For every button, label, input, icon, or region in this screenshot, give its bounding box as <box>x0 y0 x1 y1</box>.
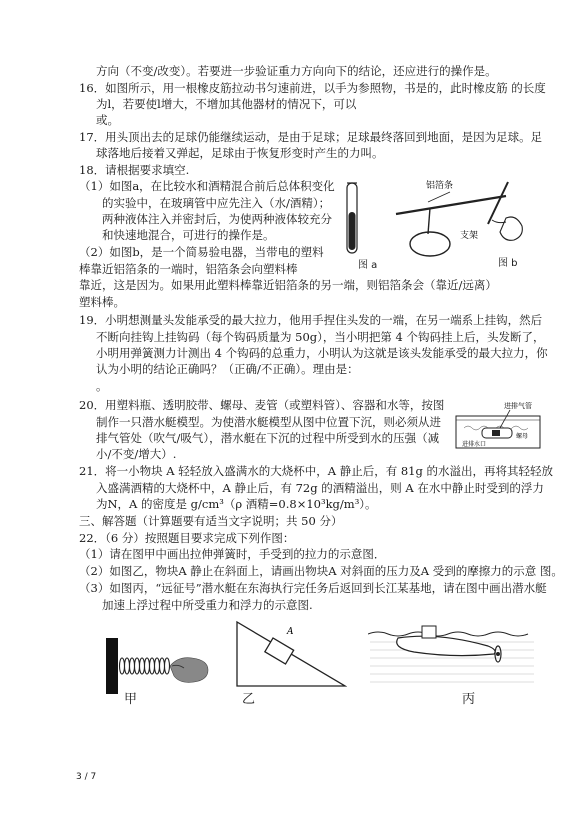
text-line: 三、解答题（计算题要有适当文字说明；共 50 分） <box>79 514 343 528</box>
text-line: （2）如图b，是一个简易验电器，当带电的塑料 <box>79 245 324 259</box>
text-line: （1）请在图甲中画出拉伸弹簧时，手受到的拉力的示意图． <box>79 547 386 561</box>
text-line: 19．小明想测量头发能承受的最大拉力，他用手捏住头发的一端，在另一端系上挂钩，然后 <box>79 313 543 327</box>
caption-bing: 丙 <box>462 692 476 707</box>
text-line: 18．请根据要求填空. <box>79 163 190 177</box>
text-line: 球落地后接着又弹起，足球由于恢复形变时产生的力叫。 <box>96 146 384 160</box>
submarine-model-figure <box>452 398 544 450</box>
text-line: 认为小明的结论正确吗？（正确/不正确）。理由是： <box>96 362 359 376</box>
block-a-label: A <box>287 627 294 637</box>
text-line: （1）如图a，在比较水和酒精混合前后总体积变化 <box>79 179 335 193</box>
text-line: 或。 <box>96 113 119 127</box>
text-line: 小/不变/增大）. <box>96 447 177 461</box>
text-line: 加速上浮过程中所受重力和浮力的示意图. <box>102 598 313 612</box>
text-line: 不断向挂钩上挂钩码（每个钩码质量为 50g），当小明把第 4 个钩码挂上后，头发断了， <box>96 330 545 344</box>
text-line: 16．如图所示，用一根橡皮筋拉动书匀速前进，以手为参照物，书是的，此时橡皮筋 的长度 <box>79 81 546 95</box>
text-line: 入盛满酒精的大烧杯中，A 静止后，有 72g 的酒精溢出，则 A 在水中静止时受到的浮力 <box>96 481 544 495</box>
text-line: （2）如图乙，物块A 静止在斜面上，请画出物块A 对斜面的压力及A 受到的摩擦力的示意 图。 <box>79 564 563 578</box>
figure-bing-submarine <box>368 618 536 690</box>
caption-jia: 甲 <box>124 692 138 707</box>
text-line: 小明用弹簧测力计测出 4 个钩码的总重力，小明认为这就是该头发能承受的最大拉力，你 <box>96 346 548 360</box>
text-line: 塑料棒。 <box>79 295 125 309</box>
nut-label: 螺母 <box>516 433 529 440</box>
figure-jia-spring <box>96 632 216 694</box>
figure-b-label: 图 b <box>498 258 518 269</box>
page-number: 3 / 7 <box>76 772 97 782</box>
text-line: （3）如图丙，“远征号”潜水艇在东海执行完任务后返回到长江某基地，请在图中画出潜水艇 <box>79 581 547 595</box>
foil-strip-label: 铝箔条 <box>426 181 454 191</box>
text-line: 。 <box>96 379 108 393</box>
text-line: 为l，若要使l增大，不增加其他器材的情况下，可以 <box>96 97 357 111</box>
text-line: 21．将一小物块 A 轻轻放入盛满水的大烧杯中，A 静止后，有 81g 的水溢出，再将其轻轻放 <box>79 464 554 478</box>
text-line: 17．用头顶出去的足球仍能继续运动，是由于足球；足球最终落回到地面，是因为足球。足 <box>79 130 543 144</box>
text-line: 为N，A 的密度是 g/cm³（ρ 酒精=0.8×10³kg/m³）。 <box>96 497 377 511</box>
text-line: 排气管处（吹气/吸气），潜水艇在下沉的过程中所受到水的压强（减 <box>96 431 440 445</box>
text-line: 棒靠近铝箔条的一端时，铝箔条会向塑料棒 <box>79 262 298 276</box>
text-line: 22．（6 分）按照题目要求完成下列作图： <box>79 531 295 545</box>
text-line: 和快速地混合，可进行的操作是。 <box>102 228 275 242</box>
text-line: 两种液体注入并密封后，为使两种液体较充分 <box>102 212 332 226</box>
stand-label: 支架 <box>460 231 479 241</box>
inlet-label: 进排水口 <box>462 441 487 448</box>
text-line: 制作一只潜水艇模型。为使潜水艇模型从图中位置下沉，则必须从进 <box>96 415 441 429</box>
text-line: 20．用塑料瓶、透明胶带、螺母、麦管（或塑料管）、容器和水等，按图 <box>79 398 445 412</box>
text-line: 靠近，这是因为。如果用此塑料棒靠近铝箔条的另一端，则铝箔条会（靠近/远离） <box>79 278 497 292</box>
tube-label: 进排气管 <box>504 402 532 410</box>
text-line: 的实验中，在玻璃管中应先注入（水/酒精）； <box>102 196 331 210</box>
caption-yi: 乙 <box>242 692 256 707</box>
figure-a-label: 图 a <box>358 260 378 271</box>
figure-a-glass-tube <box>338 180 368 262</box>
text-line: 方向（不变/改变）。若要进一步验证重力方向向下的结论，还应进行的操作是。 <box>96 64 497 78</box>
figure-yi-incline <box>235 620 347 688</box>
